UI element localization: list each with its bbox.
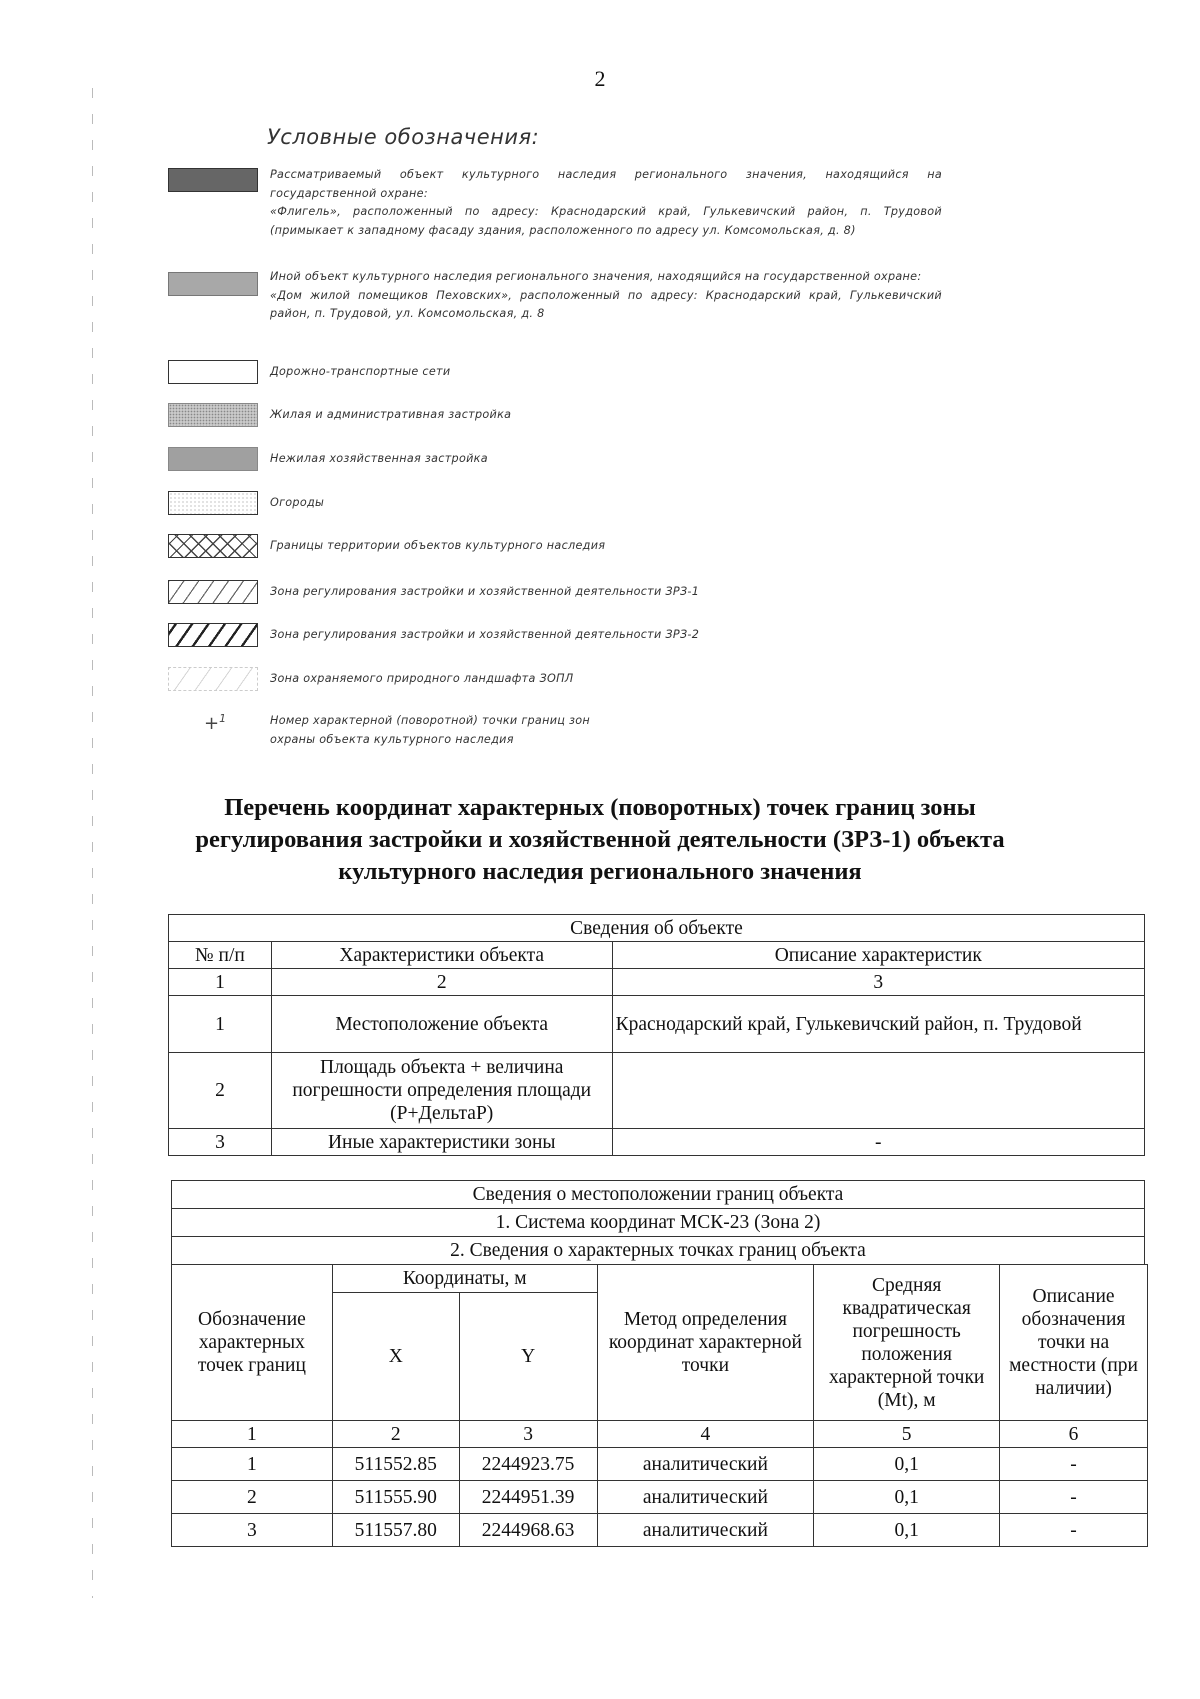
table-row: 2 Площадь объекта + величина погрешности определения площади (P+ДельтаP) bbox=[169, 1053, 1145, 1129]
section-title: Сведения об объекте bbox=[169, 915, 1145, 942]
header-cell: № п/п bbox=[169, 942, 272, 969]
object-info-table bbox=[168, 914, 1145, 1156]
swatch-cross-hatch bbox=[168, 534, 258, 558]
location-title: Сведения о местоположении границ объекта bbox=[172, 1181, 1145, 1209]
table-row: 1 511552.85 2244923.75 аналитический 0,1 - bbox=[172, 1448, 1148, 1481]
points-table bbox=[171, 1264, 1148, 1547]
swatch-dark-gray bbox=[168, 168, 258, 192]
header-y: Y bbox=[459, 1293, 597, 1421]
legend-text: Жилая и административная застройка bbox=[270, 408, 512, 421]
points-title: 2. Сведения о характерных точках границ объекта bbox=[172, 1237, 1145, 1265]
header-designation: Обозначение характерных точек границ bbox=[172, 1265, 333, 1421]
header-description: Описание обозначения точки на местности (при наличии) bbox=[1000, 1265, 1148, 1421]
number-cell: 6 bbox=[1000, 1421, 1148, 1448]
swatch-hatch-thin bbox=[168, 580, 258, 604]
header-x: X bbox=[332, 1293, 459, 1421]
number-cell: 1 bbox=[172, 1421, 333, 1448]
page-margin-line bbox=[92, 88, 93, 1598]
header-method: Метод определения координат характерной точки bbox=[597, 1265, 814, 1421]
number-cell: 3 bbox=[459, 1421, 597, 1448]
legend-title: Условные обозначения: bbox=[267, 125, 540, 149]
number-cell: 1 bbox=[169, 969, 272, 996]
legend-text: Зона регулирования застройки и хозяйственной деятельности ЗРЗ-1 bbox=[270, 585, 700, 598]
legend-text: Иной объект культурного наследия регионального значения, находящийся на государственной охране: «Дом жилой помещиков Пеховских», расположенный по адресу: Краснодарский край, Гулькевичский район, п. Трудовой, ул. Комсомольская, д. 8 bbox=[270, 270, 942, 320]
page-number: 2 bbox=[594, 66, 606, 91]
document-heading: Перечень координат характерных (поворотных) точек границ зоны регулирования застройки и хозяйственной деятельности (ЗРЗ-1) объекта культурного наследия регионального значения bbox=[195, 794, 1005, 885]
legend-text: Рассматриваемый объект культурного наследия регионального значения, находящийся на государственной охране: «Флигель», расположенный по адресу: Краснодарский край, Гулькевичский район, п. Трудовой (примыкает к западному фасаду здания, расположенного по адресу ул. Комсомольская, д. 8) bbox=[270, 168, 942, 237]
location-section-table bbox=[171, 1180, 1145, 1265]
table-row: 1 Местоположение объекта Краснодарский край, Гулькевичский район, п. Трудовой bbox=[169, 996, 1145, 1053]
swatch-gray bbox=[168, 447, 258, 471]
legend-text: Номер характерной (поворотной) точки границ зон охраны объекта культурного наследия bbox=[270, 714, 591, 746]
swatch-medium-gray bbox=[168, 272, 258, 296]
legend-text: Дорожно-транспортные сети bbox=[270, 365, 451, 378]
legend-text: Границы территории объектов культурного наследия bbox=[270, 539, 606, 552]
swatch-speckled bbox=[168, 403, 258, 427]
table-row: 3 511557.80 2244968.63 аналитический 0,1 - bbox=[172, 1514, 1148, 1547]
swatch-faint-hatch bbox=[168, 667, 258, 691]
header-coords: Координаты, м bbox=[332, 1265, 597, 1293]
header-cell: Характеристики объекта bbox=[271, 942, 612, 969]
swatch-dotted bbox=[168, 491, 258, 515]
coord-system: 1. Система координат МСК-23 (Зона 2) bbox=[172, 1209, 1145, 1237]
number-cell: 2 bbox=[271, 969, 612, 996]
table-row: 3 Иные характеристики зоны - bbox=[169, 1129, 1145, 1156]
legend-text: Зона регулирования застройки и хозяйственной деятельности ЗРЗ-2 bbox=[270, 628, 700, 641]
header-error: Средняя квадратическая погрешность положения характерной точки (Mt), м bbox=[814, 1265, 1000, 1421]
number-cell: 5 bbox=[814, 1421, 1000, 1448]
number-cell: 2 bbox=[332, 1421, 459, 1448]
swatch-white bbox=[168, 360, 258, 384]
number-cell: 4 bbox=[597, 1421, 814, 1448]
legend-text: Нежилая хозяйственная застройка bbox=[270, 452, 488, 465]
swatch-hatch-bold bbox=[168, 623, 258, 647]
table-row: 2 511555.90 2244951.39 аналитический 0,1 - bbox=[172, 1481, 1148, 1514]
point-marker-icon: +$^1$ bbox=[204, 712, 227, 734]
header-cell: Описание характеристик bbox=[612, 942, 1144, 969]
number-cell: 3 bbox=[612, 969, 1144, 996]
legend-text: Зона охраняемого природного ландшафта ЗОПЛ bbox=[270, 672, 574, 685]
legend-text: Огороды bbox=[270, 496, 325, 509]
